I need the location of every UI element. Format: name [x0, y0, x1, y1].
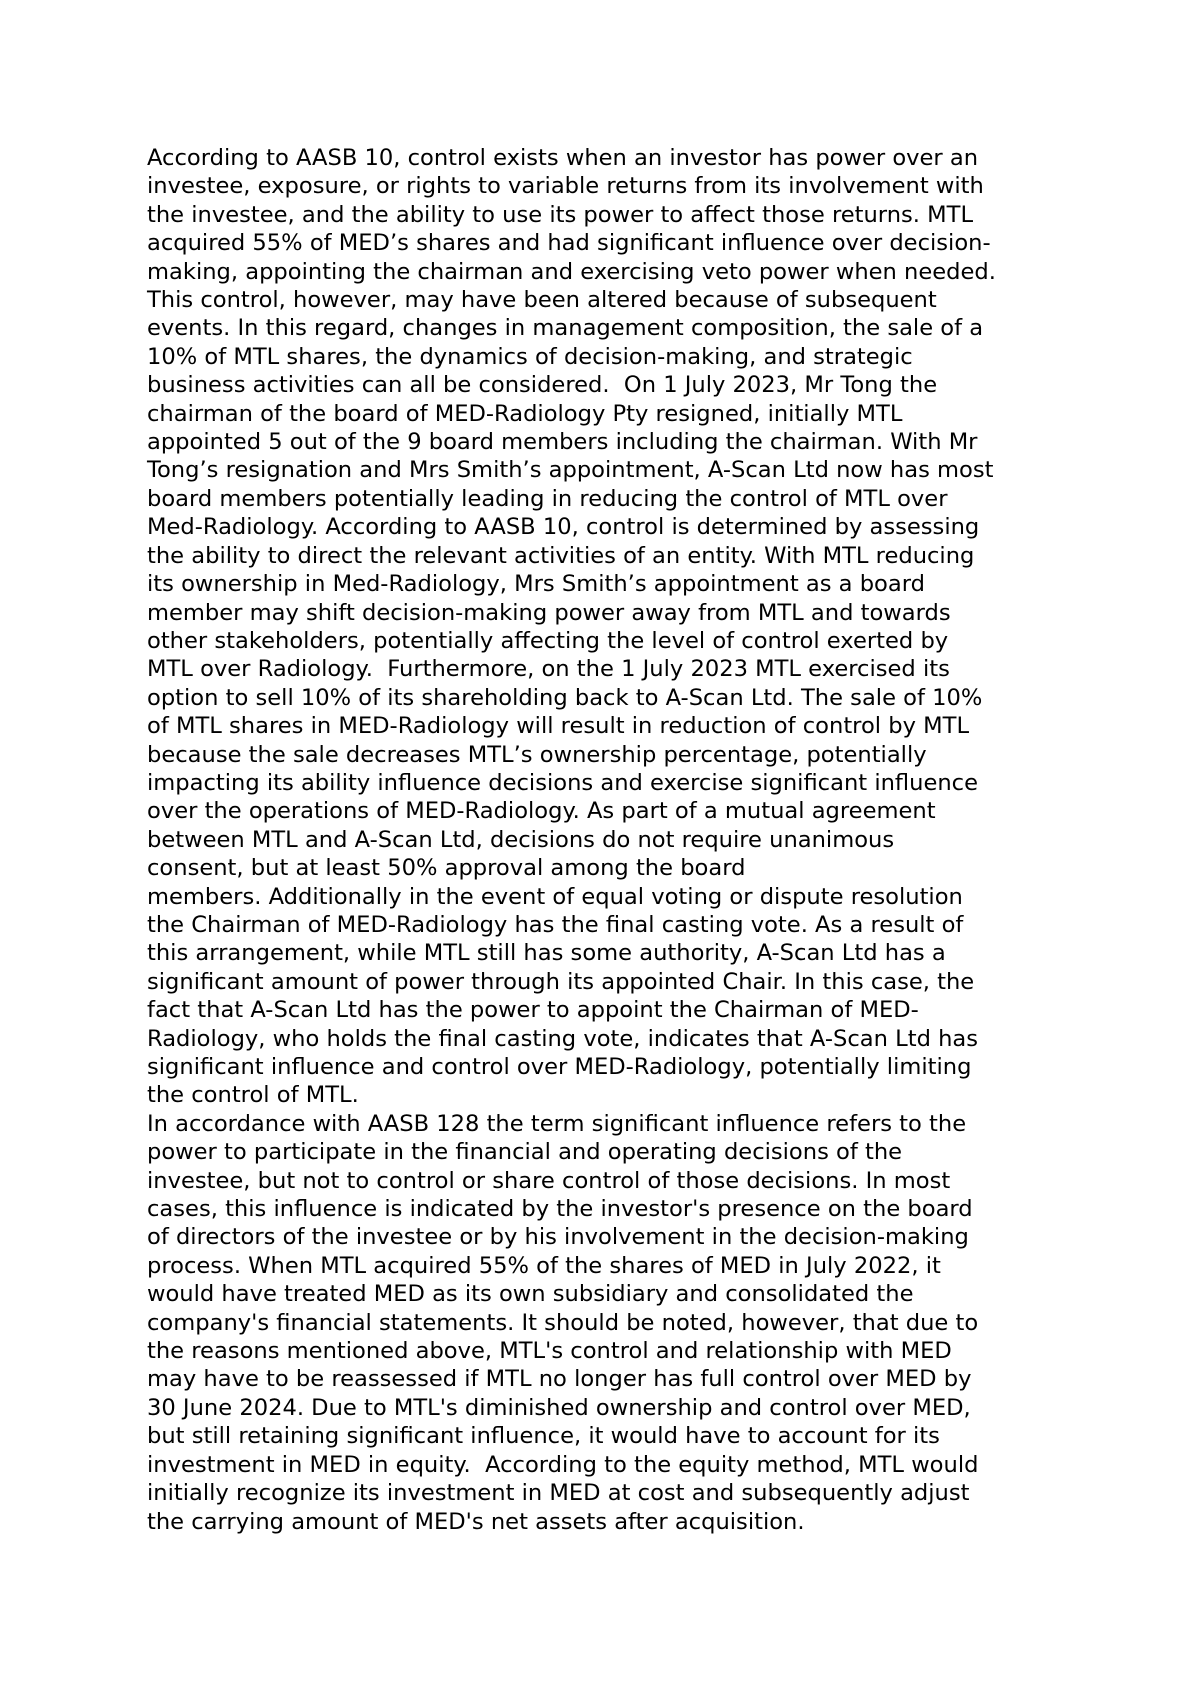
- text-line: significant amount of power through its appointed Chair. In this case, the: [147, 968, 975, 995]
- text-line: fact that A-Scan Ltd has the power to appoint the Chairman of MED-: [147, 997, 919, 1024]
- text-line: company's financial statements. It should be noted, however, that due to: [147, 1309, 979, 1336]
- text-line: member may shift decision-making power away from MTL and towards: [147, 599, 951, 626]
- text-line: Radiology, who holds the final casting vote, indicates that A-Scan Ltd has: [147, 1025, 979, 1052]
- text-line: 10% of MTL shares, the dynamics of decision-making, and strategic: [147, 343, 913, 370]
- text-line: investment in MED in equity. According to the equity method, MTL would: [147, 1451, 979, 1478]
- text-line: chairman of the board of MED-Radiology Pty resigned, initially MTL: [147, 400, 903, 427]
- text-line: this arrangement, while MTL still has some authority, A-Scan Ltd has a: [147, 940, 946, 967]
- text-line: MTL over Radiology. Furthermore, on the 1 July 2023 MTL exercised its: [147, 656, 950, 683]
- text-line: the ability to direct the relevant activities of an entity. With MTL reducing: [147, 542, 975, 569]
- text-line: significant influence and control over MED-Radiology, potentially limiting: [147, 1054, 972, 1080]
- text-line: consent, but at least 50% approval among the board: [147, 855, 746, 882]
- text-line: events. In this regard, changes in management composition, the sale of a: [147, 315, 984, 342]
- text-line: option to sell 10% of its shareholding back to A-Scan Ltd. The sale of 10%: [147, 684, 983, 711]
- text-line: the investee, and the ability to use its power to affect those returns. MTL: [147, 201, 974, 228]
- text-line: would have treated MED as its own subsidiary and consolidated the: [147, 1281, 914, 1308]
- text-line: cases, this influence is indicated by the investor's presence on the board: [147, 1196, 973, 1223]
- text-line: impacting its ability influence decisions and exercise significant influence: [147, 769, 979, 796]
- text-line: the carrying amount of MED's net assets after acquisition.: [147, 1508, 805, 1535]
- text-line: making, appointing the chairman and exercising veto power when needed.: [147, 258, 996, 285]
- text-line: the reasons mentioned above, MTL's control and relationship with MED: [147, 1338, 952, 1365]
- text-line: of directors of the investee or by his involvement in the decision-making: [147, 1224, 969, 1251]
- document-body: [147, 144, 1077, 1536]
- text-line: other stakeholders, potentially affecting the level of control exerted by: [147, 627, 949, 654]
- text-line: In accordance with AASB 128 the term significant influence refers to the: [147, 1110, 967, 1137]
- text-line: According to AASB 10, control exists when an investor has power over an: [147, 145, 979, 171]
- text-line: board members potentially leading in reducing the control of MTL over: [147, 485, 948, 512]
- text-line: business activities can all be considered. On 1 July 2023, Mr Tong the: [147, 372, 938, 399]
- text-line: between MTL and A-Scan Ltd, decisions do not require unanimous: [147, 826, 895, 853]
- text-line: but still retaining significant influence, it would have to account for its: [147, 1423, 940, 1450]
- text-line: power to participate in the financial and operating decisions of the: [147, 1139, 903, 1166]
- text-line: over the operations of MED-Radiology. As part of a mutual agreement: [147, 798, 936, 825]
- text-line: process. When MTL acquired 55% of the shares of MED in July 2022, it: [147, 1252, 941, 1279]
- text-line: Med-Radiology. According to AASB 10, control is determined by assessing: [147, 514, 980, 541]
- text-line: because the sale decreases MTL’s ownership percentage, potentially: [147, 741, 927, 768]
- text-line: of MTL shares in MED-Radiology will result in reduction of control by MTL: [147, 713, 970, 740]
- text-line: members. Additionally in the event of equal voting or dispute resolution: [147, 883, 963, 910]
- text-line: its ownership in Med-Radiology, Mrs Smith’s appointment as a board: [147, 571, 925, 598]
- text-line: the Chairman of MED-Radiology has the final casting vote. As a result of: [147, 911, 964, 938]
- text-line: Tong’s resignation and Mrs Smith’s appointment, A-Scan Ltd now has most: [147, 457, 994, 484]
- text-line: appointed 5 out of the 9 board members including the chairman. With Mr: [147, 429, 978, 456]
- text-line: 30 June 2024. Due to MTL's diminished ownership and control over MED,: [147, 1394, 971, 1421]
- text-line: acquired 55% of MED’s shares and had significant influence over decision-: [147, 230, 991, 257]
- text-line: may have to be reassessed if MTL no longer has full control over MED by: [147, 1366, 972, 1393]
- text-line: This control, however, may have been altered because of subsequent: [147, 287, 937, 314]
- text-line: investee, but not to control or share control of those decisions. In most: [147, 1167, 951, 1194]
- text-line: initially recognize its investment in MED at cost and subsequently adjust: [147, 1480, 970, 1507]
- text-line: investee, exposure, or rights to variable returns from its involvement with: [147, 173, 984, 200]
- text-line: the control of MTL.: [147, 1082, 359, 1109]
